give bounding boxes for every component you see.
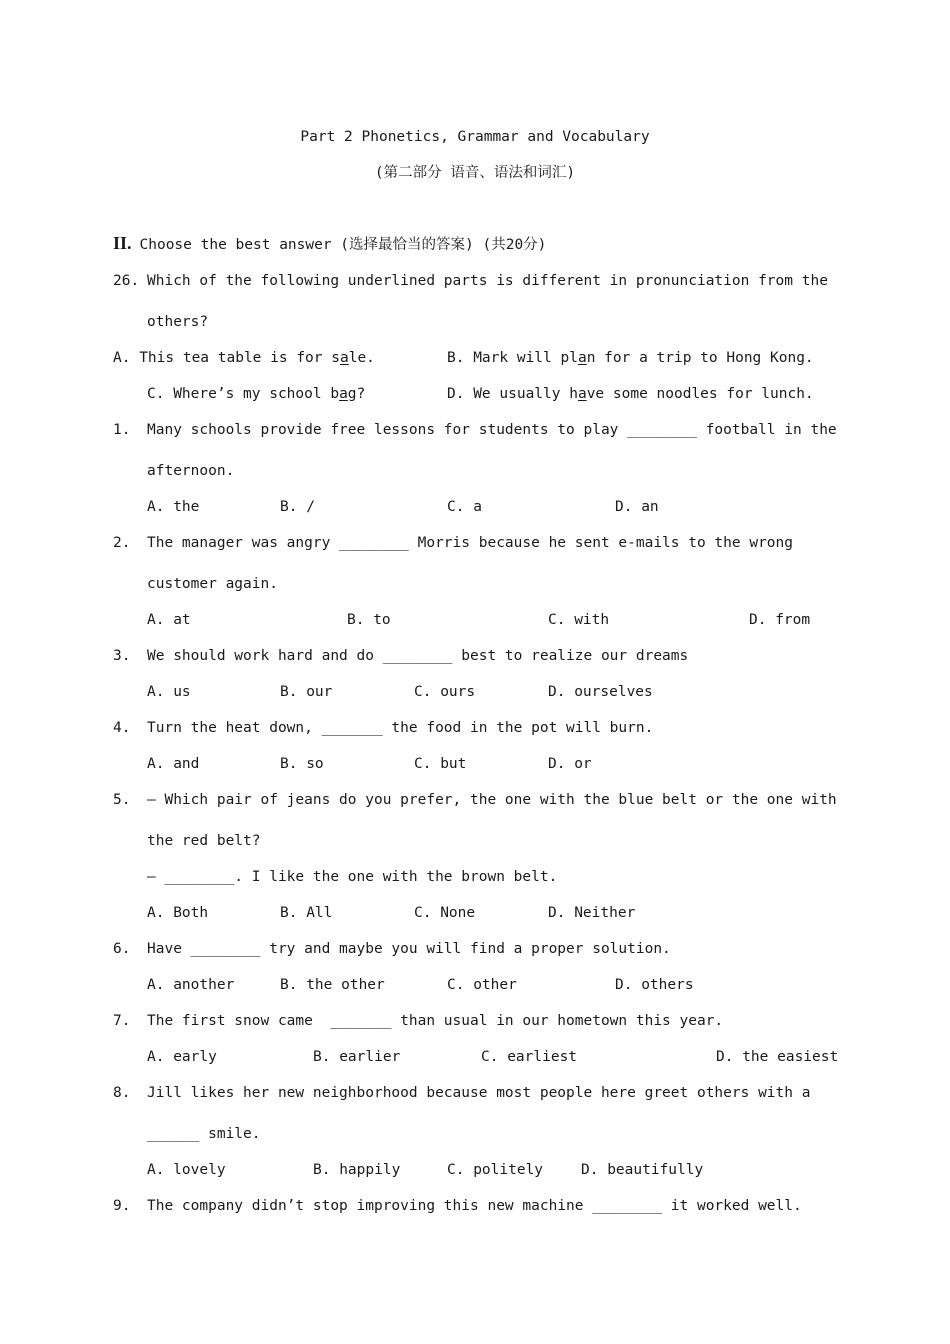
question-8-text: Jill likes her new neighborhood because most people here greet others with a [147, 1085, 811, 1101]
question-2-number: 2. [113, 535, 131, 551]
question-4-option-c: C. but [414, 756, 467, 772]
question-8-option-c: C. politely [447, 1162, 544, 1178]
question-2-text-cont: customer again. [147, 576, 278, 592]
question-7-number: 7. [113, 1013, 131, 1029]
question-6-option-c: C. other [447, 977, 517, 993]
question-3-option-a: A. us [147, 684, 191, 700]
question-26-option-c: C. Where’s my school bag? [147, 386, 366, 402]
question-1-text: Many schools provide free lessons for students to play ________ football in the [147, 422, 837, 438]
question-1-option-a: A. the [147, 499, 200, 515]
question-5-response: – ________. I like the one with the brown belt. [147, 869, 558, 885]
question-5-number: 5. [113, 792, 131, 808]
question-26-number: 26. [113, 273, 140, 289]
section-instruction: Choose the best answer (选择最恰当的答案) (共20分) [139, 237, 547, 253]
section-heading [113, 233, 546, 255]
question-8-option-d: D. beautifully [581, 1162, 704, 1178]
question-4-option-a: A. and [147, 756, 200, 772]
question-2-text: The manager was angry ________ Morris because he sent e-mails to the wrong [147, 535, 794, 551]
question-5-option-c: C. None [414, 905, 476, 921]
question-26-option-a: A. This tea table is for sale. [113, 350, 375, 366]
question-7-option-a: A. early [147, 1049, 217, 1065]
question-3-option-b: B. our [280, 684, 333, 700]
question-6-number: 6. [113, 941, 131, 957]
question-5-option-b: B. All [280, 905, 333, 921]
question-26-option-d: D. We usually have some noodles for lunch. [447, 386, 814, 402]
question-2-option-b: B. to [347, 612, 391, 628]
question-5-text-cont: the red belt? [147, 833, 261, 849]
question-1-number: 1. [113, 422, 131, 438]
question-3-option-c: C. ours [414, 684, 476, 700]
question-5-option-d: D. Neither [548, 905, 636, 921]
question-8-text-cont: ______ smile. [147, 1126, 261, 1142]
question-4-option-d: D. or [548, 756, 592, 772]
question-9-number: 9. [113, 1198, 131, 1214]
question-7-option-c: C. earliest [481, 1049, 578, 1065]
page-subtitle: (第二部分 语音、语法和词汇) [374, 165, 576, 181]
section-numeral: II. [113, 233, 132, 253]
question-7-option-b: B. earlier [313, 1049, 401, 1065]
question-1-option-d: D. an [615, 499, 659, 515]
question-1-text-cont: afternoon. [147, 463, 235, 479]
question-4-option-b: B. so [280, 756, 324, 772]
question-4-text: Turn the heat down, _______ the food in the pot will burn. [147, 720, 654, 736]
question-6-option-a: A. another [147, 977, 235, 993]
question-7-text: The first snow came _______ than usual in our hometown this year. [147, 1013, 724, 1029]
question-5-option-a: A. Both [147, 905, 209, 921]
question-9-text: The company didn’t stop improving this new machine ________ it worked well. [147, 1198, 802, 1214]
question-26-text-cont: others? [147, 314, 209, 330]
question-3-text: We should work hard and do ________ best to realize our dreams [147, 648, 689, 664]
question-1-option-c: C. a [447, 499, 482, 515]
question-2-option-d: D. from [749, 612, 811, 628]
question-4-number: 4. [113, 720, 131, 736]
question-1-option-b: B. / [280, 499, 315, 515]
question-26-option-b: B. Mark will plan for a trip to Hong Kong. [447, 350, 814, 366]
question-8-number: 8. [113, 1085, 131, 1101]
page-title: Part 2 Phonetics, Grammar and Vocabulary [300, 129, 650, 145]
question-2-option-a: A. at [147, 612, 191, 628]
question-8-option-a: A. lovely [147, 1162, 226, 1178]
question-5-text: – Which pair of jeans do you prefer, the one with the blue belt or the one with [147, 792, 837, 808]
question-3-number: 3. [113, 648, 131, 664]
question-6-option-d: D. others [615, 977, 694, 993]
question-7-option-d: D. the easiest [716, 1049, 839, 1065]
question-2-option-c: C. with [548, 612, 610, 628]
question-3-option-d: D. ourselves [548, 684, 653, 700]
question-6-text: Have ________ try and maybe you will find a proper solution. [147, 941, 671, 957]
question-8-option-b: B. happily [313, 1162, 401, 1178]
question-6-option-b: B. the other [280, 977, 385, 993]
question-26-text: Which of the following underlined parts is different in pronunciation from the [147, 273, 828, 289]
